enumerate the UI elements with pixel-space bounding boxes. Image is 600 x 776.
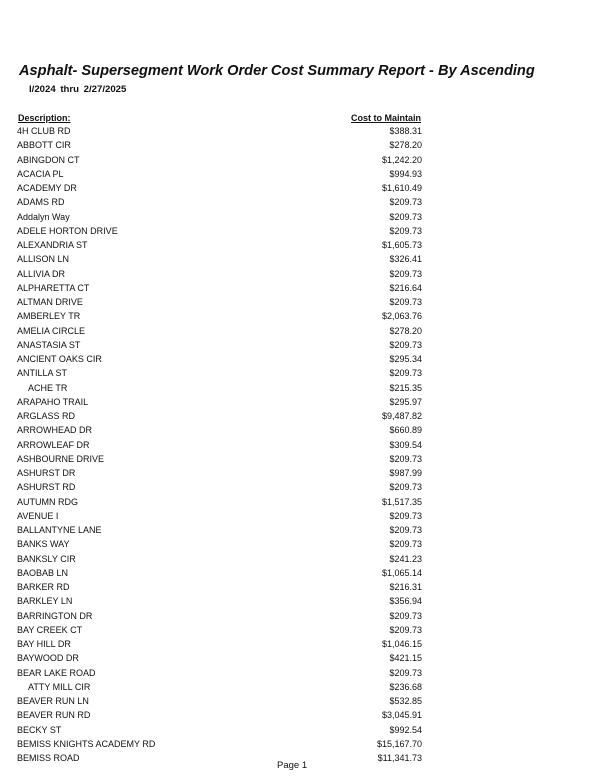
row-description: ABBOTT CIR xyxy=(17,140,71,151)
row-description: BARKLEY LN xyxy=(17,596,73,607)
table-row xyxy=(0,124,600,138)
table-row xyxy=(0,680,600,694)
row-description: ASHURST RD xyxy=(17,482,76,493)
row-cost: $216.31 xyxy=(389,582,422,592)
row-cost: $994.93 xyxy=(389,168,422,179)
table-row xyxy=(0,623,600,637)
table-row xyxy=(0,580,600,594)
row-cost: $209.73 xyxy=(389,624,422,635)
row-cost: $215.35 xyxy=(389,382,422,393)
table-row xyxy=(0,537,600,551)
row-cost: $278.20 xyxy=(389,325,422,336)
table-row xyxy=(0,224,600,238)
column-header-cost: Cost to Maintain xyxy=(351,113,421,123)
row-description: AVENUE I xyxy=(17,510,59,521)
row-cost: $1,610.49 xyxy=(381,183,422,193)
row-cost: $209.73 xyxy=(389,667,422,678)
row-description: BAY CREEK CT xyxy=(17,624,83,635)
table-row xyxy=(0,594,600,608)
row-description: ANTILLA ST xyxy=(17,368,68,379)
row-description: AMELIA CIRCLE xyxy=(17,325,86,336)
row-description: BAYWOOD DR xyxy=(17,653,79,664)
row-description: ARAPAHO TRAIL xyxy=(17,396,89,407)
table-row xyxy=(0,708,600,722)
row-cost: $388.31 xyxy=(389,126,422,136)
row-cost: $660.89 xyxy=(389,425,422,436)
row-cost: $1,517.35 xyxy=(381,496,422,507)
row-description: ACACIA PL xyxy=(17,168,64,179)
row-description: BEAVER RUN LN xyxy=(17,696,89,706)
row-cost: $209.73 xyxy=(389,482,422,493)
row-cost: $1,242.20 xyxy=(381,154,422,165)
row-description: ASHURST DR xyxy=(17,468,76,478)
table-row xyxy=(0,552,600,566)
row-description: BEMISS KNIGHTS ACADEMY RD xyxy=(17,738,156,749)
table-row xyxy=(0,666,600,680)
row-cost: $209.73 xyxy=(389,453,422,464)
row-description: BARKER RD xyxy=(17,582,70,592)
row-cost: $209.73 xyxy=(389,539,422,550)
row-cost: $3,045.91 xyxy=(381,710,422,721)
row-description: ASHBOURNE DRIVE xyxy=(17,453,105,464)
row-cost: $295.97 xyxy=(389,396,422,407)
row-cost: $1,065.14 xyxy=(381,567,422,578)
table-row xyxy=(0,267,600,281)
row-description: ANCIENT OAKS CIR xyxy=(17,354,102,364)
table-row xyxy=(0,694,600,708)
row-cost: $987.99 xyxy=(389,468,422,478)
table-row xyxy=(0,509,600,523)
row-cost: $309.54 xyxy=(389,439,422,450)
table-row xyxy=(0,423,600,437)
row-cost: $278.20 xyxy=(389,140,422,151)
table-row xyxy=(0,438,600,452)
table-row xyxy=(0,609,600,623)
row-cost: $209.73 xyxy=(389,339,422,350)
table-row xyxy=(0,395,600,409)
row-description: BAY HILL DR xyxy=(17,639,71,649)
table-row xyxy=(0,210,600,224)
row-description: BANKS WAY xyxy=(17,539,70,550)
row-description: BANKSLY CIR xyxy=(17,553,76,564)
row-description: ARROWLEAF DR xyxy=(17,439,90,450)
row-cost: $209.73 xyxy=(389,225,422,236)
row-cost: $15,167.70 xyxy=(376,738,422,749)
table-row xyxy=(0,252,600,266)
row-cost: $216.64 xyxy=(389,282,422,293)
row-description: BECKY ST xyxy=(17,724,62,735)
table-row xyxy=(0,352,600,366)
row-description: ALLIVIA DR xyxy=(17,268,66,279)
table-row xyxy=(0,181,600,195)
table-row xyxy=(0,324,600,338)
row-cost: $532.85 xyxy=(389,696,422,706)
row-cost: $209.73 xyxy=(389,197,422,208)
table-row xyxy=(0,523,600,537)
table-row xyxy=(0,295,600,309)
row-cost: $1,605.73 xyxy=(381,240,422,250)
row-cost: $241.23 xyxy=(389,553,422,564)
row-description: AUTUMN RDG xyxy=(17,496,78,507)
report-title: Asphalt- Supersegment Work Order Cost Summary Report - By Ascending xyxy=(19,63,535,79)
table-row xyxy=(0,723,600,737)
report-date-range: l/2024 thru 2/27/2025 xyxy=(29,84,127,95)
row-cost: $209.73 xyxy=(389,368,422,379)
table-row xyxy=(0,480,600,494)
table-row xyxy=(0,195,600,209)
row-description: ALTMAN DRIVE xyxy=(17,297,83,307)
row-cost: $1,046.15 xyxy=(381,639,422,649)
table-row xyxy=(0,138,600,152)
row-description: BEAR LAKE ROAD xyxy=(17,667,96,678)
row-cost: $209.73 xyxy=(389,211,422,222)
row-description: Addalyn Way xyxy=(17,211,70,222)
table-row xyxy=(0,381,600,395)
row-description: ACADEMY DR xyxy=(17,183,77,193)
row-description: ADELE HORTON DRIVE xyxy=(17,225,118,236)
row-cost: $209.73 xyxy=(389,610,422,621)
row-description: BEMISS ROAD xyxy=(17,753,80,763)
row-description: ADAMS RD xyxy=(17,197,65,208)
table-row xyxy=(0,566,600,580)
row-cost: $9,487.82 xyxy=(381,411,422,421)
row-cost: $209.73 xyxy=(389,510,422,521)
row-description: 4H CLUB RD xyxy=(17,126,71,136)
row-description: ANASTASIA ST xyxy=(17,339,81,350)
row-description: BALLANTYNE LANE xyxy=(17,525,102,535)
row-description: ARGLASS RD xyxy=(17,411,76,421)
row-cost: $295.34 xyxy=(389,354,422,364)
table-row xyxy=(0,309,600,323)
row-cost: $421.15 xyxy=(389,653,422,664)
row-cost: $2,063.76 xyxy=(381,311,422,322)
row-description: BARRINGTON DR xyxy=(17,610,93,621)
row-description: BAOBAB LN xyxy=(17,567,69,578)
row-cost: $209.73 xyxy=(389,297,422,307)
table-row xyxy=(0,281,600,295)
table-row xyxy=(0,495,600,509)
table-row xyxy=(0,651,600,665)
row-description: ALLISON LN xyxy=(17,254,70,265)
page-number: Page 1 xyxy=(277,760,308,771)
row-description: ARROWHEAD DR xyxy=(17,425,93,436)
table-row xyxy=(0,409,600,423)
table-row xyxy=(0,637,600,651)
report-table xyxy=(0,124,600,765)
row-cost: $11,341.73 xyxy=(377,753,422,763)
row-cost: $236.68 xyxy=(389,681,422,692)
row-cost: $209.73 xyxy=(389,525,422,535)
row-description: ALEXANDRIA ST xyxy=(17,240,88,250)
row-cost: $209.73 xyxy=(389,268,422,279)
row-description: ACHE TR xyxy=(28,382,68,393)
table-row xyxy=(0,366,600,380)
row-description: ATTY MILL CIR xyxy=(28,681,91,692)
table-row xyxy=(0,153,600,167)
row-cost: $992.54 xyxy=(389,724,422,735)
row-cost: $356.94 xyxy=(389,596,422,607)
row-description: BEAVER RUN RD xyxy=(17,710,91,721)
table-row xyxy=(0,466,600,480)
row-description: ABINGDON CT xyxy=(17,154,80,165)
table-row xyxy=(0,338,600,352)
column-header-description: Description: xyxy=(18,113,71,123)
row-description: AMBERLEY TR xyxy=(17,311,81,322)
table-row xyxy=(0,167,600,181)
table-row xyxy=(0,737,600,751)
row-cost: $326.41 xyxy=(389,254,422,265)
row-description: ALPHARETTA CT xyxy=(17,282,90,293)
table-row xyxy=(0,452,600,466)
table-row xyxy=(0,238,600,252)
